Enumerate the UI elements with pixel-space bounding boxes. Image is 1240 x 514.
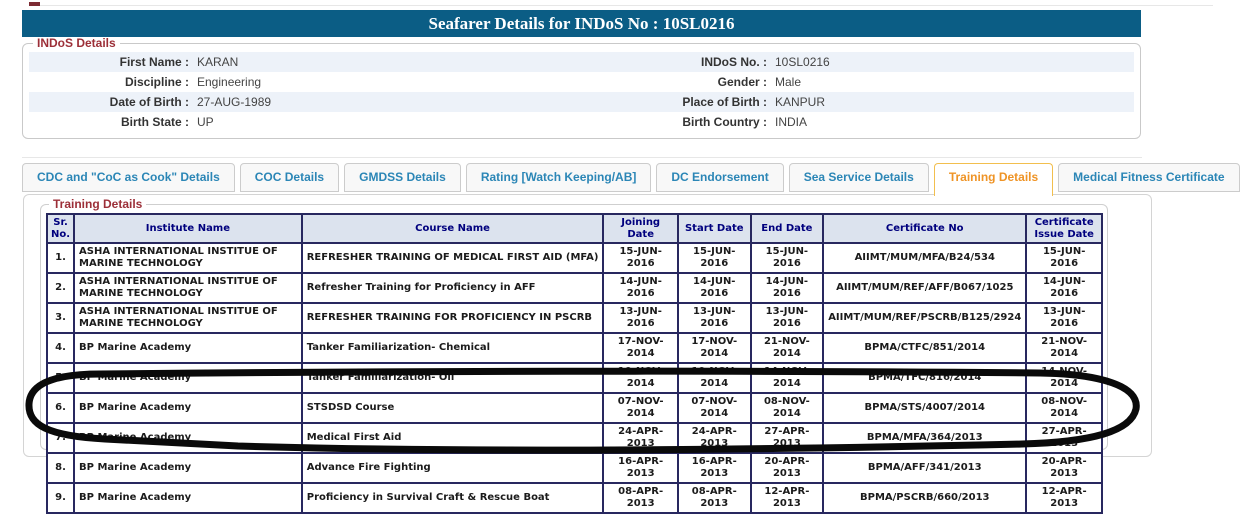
tab-training-details[interactable]: Training Details [934, 163, 1053, 196]
field-value: UP [197, 115, 214, 129]
cell-end-date: 27-APR-2013 [751, 423, 824, 453]
column-header-sr-no: Sr. No. [47, 214, 74, 243]
cell-certificate-no: BPMA/PSCRB/660/2013 [823, 483, 1026, 513]
table-row [47, 243, 1102, 273]
training-details-table [46, 213, 1103, 514]
column-header-certificate-issue-date: Certificate Issue Date [1026, 214, 1102, 243]
info-row [29, 52, 1134, 72]
cell-sr-no: 7. [47, 423, 74, 453]
cell-institute-name: BP Marine Academy [74, 363, 302, 393]
cell-start-date: 14-JUN-2016 [678, 273, 751, 303]
cell-course-name: Advance Fire Fighting [302, 453, 604, 483]
cell-sr-no: 2. [47, 273, 74, 303]
tab-gmdss-details[interactable]: GMDSS Details [344, 163, 461, 192]
cell-institute-name: BP Marine Academy [74, 333, 302, 363]
cell-end-date: 15-JUN-2016 [751, 243, 824, 273]
field-value: Male [775, 75, 802, 89]
cell-start-date: 16-APR-2013 [678, 453, 751, 483]
cell-start-date: 24-APR-2013 [678, 423, 751, 453]
cell-joining-date: 17-NOV-2014 [603, 333, 678, 363]
cell-start-date: 07-NOV-2014 [678, 393, 751, 423]
cell-sr-no: 9. [47, 483, 74, 513]
table-row [47, 423, 1102, 453]
cell-sr-no: 8. [47, 453, 74, 483]
column-header-start-date: Start Date [678, 214, 751, 243]
cell-course-name: Medical First Aid [302, 423, 604, 453]
cell-institute-name: BP Marine Academy [74, 393, 302, 423]
cell-certificate-issue-date: 13-JUN-2016 [1026, 303, 1102, 333]
cell-start-date: 08-APR-2013 [678, 483, 751, 513]
field-label: Date of Birth : [109, 95, 189, 109]
cell-course-name: Refresher Training for Proficiency in AFF [302, 273, 604, 303]
table-row [47, 363, 1102, 393]
cell-joining-date: 08-APR-2013 [603, 483, 678, 513]
cell-start-date: 10-NOV-2014 [678, 363, 751, 393]
field-label: INDoS No. : [701, 55, 767, 69]
column-header-certificate-no: Certificate No [823, 214, 1026, 243]
cell-start-date: 17-NOV-2014 [678, 333, 751, 363]
cell-end-date: 20-APR-2013 [751, 453, 824, 483]
indos-rows [29, 52, 1134, 132]
cell-certificate-issue-date: 15-JUN-2016 [1026, 243, 1102, 273]
field-label: Birth State : [120, 115, 189, 129]
cell-sr-no: 1. [47, 243, 74, 273]
table-body [47, 243, 1102, 513]
table-row [47, 273, 1102, 303]
column-header-end-date: End Date [751, 214, 824, 243]
field-label: Discipline : [124, 75, 189, 89]
cell-end-date: 14-NOV-2014 [751, 363, 824, 393]
info-row [29, 112, 1134, 132]
section-divider [22, 157, 1142, 158]
cell-institute-name: BP Marine Academy [74, 483, 302, 513]
field-label: Gender : [717, 75, 767, 89]
field-label: Birth Country : [682, 115, 767, 129]
cell-certificate-no: BPMA/STS/4007/2014 [823, 393, 1026, 423]
cell-joining-date: 07-NOV-2014 [603, 393, 678, 423]
top-left-red-mark [29, 2, 40, 6]
cell-end-date: 13-JUN-2016 [751, 303, 824, 333]
cell-institute-name: ASHA INTERNATIONAL INSTITUE OF MARINE TECHNOLOGY [74, 303, 302, 333]
training-details-legend: Training Details [53, 197, 143, 211]
cell-joining-date: 16-APR-2013 [603, 453, 678, 483]
column-header-institute-name: Institute Name [74, 214, 302, 243]
info-row [29, 92, 1134, 112]
field-value: INDIA [775, 115, 808, 129]
cell-start-date: 15-JUN-2016 [678, 243, 751, 273]
cell-institute-name: BP Marine Academy [74, 453, 302, 483]
cell-course-name: REFRESHER TRAINING OF MEDICAL FIRST AID (MFA) [302, 243, 604, 273]
tab-coc-details[interactable]: COC Details [240, 163, 339, 192]
cell-course-name: Tanker Familiarization- Chemical [302, 333, 604, 363]
cell-course-name: STSDSD Course [302, 393, 604, 423]
cell-joining-date: 13-JUN-2016 [603, 303, 678, 333]
column-header-course-name: Course Name [302, 214, 604, 243]
indos-details-fieldset [22, 36, 1141, 139]
tab-rating-watch-keeping-ab[interactable]: Rating [Watch Keeping/AB] [466, 163, 652, 192]
field-value: Engineering [197, 75, 262, 89]
table-header-row [47, 214, 1102, 243]
cell-joining-date: 10-NOV-2014 [603, 363, 678, 393]
cell-certificate-issue-date: 20-APR-2013 [1026, 453, 1102, 483]
cell-sr-no: 3. [47, 303, 74, 333]
cell-certificate-issue-date: 12-APR-2013 [1026, 483, 1102, 513]
training-details-fieldset [40, 197, 1108, 509]
table-row [47, 393, 1102, 423]
indos-details-legend: INDoS Details [37, 36, 116, 50]
tab-bar [22, 163, 1240, 196]
table-row [47, 333, 1102, 363]
cell-end-date: 21-NOV-2014 [751, 333, 824, 363]
cell-certificate-issue-date: 14-JUN-2016 [1026, 273, 1102, 303]
cell-certificate-issue-date: 08-NOV-2014 [1026, 393, 1102, 423]
cell-course-name: Proficiency in Survival Craft & Rescue Boat [302, 483, 604, 513]
table-header [47, 214, 1102, 243]
cell-certificate-no: AIIMT/MUM/MFA/B24/534 [823, 243, 1026, 273]
table-row [47, 483, 1102, 513]
cell-end-date: 12-APR-2013 [751, 483, 824, 513]
cell-institute-name: BP Marine Academy [74, 423, 302, 453]
cell-joining-date: 15-JUN-2016 [603, 243, 678, 273]
cell-sr-no: 5. [47, 363, 74, 393]
cell-sr-no: 6. [47, 393, 74, 423]
cell-institute-name: ASHA INTERNATIONAL INSTITUE OF MARINE TECHNOLOGY [74, 243, 302, 273]
field-value: KANPUR [775, 95, 826, 109]
cell-end-date: 14-JUN-2016 [751, 273, 824, 303]
tab-sea-service-details[interactable]: Sea Service Details [789, 163, 929, 192]
field-value: KARAN [197, 55, 239, 69]
field-label: First Name : [119, 55, 189, 69]
cell-institute-name: ASHA INTERNATIONAL INSTITUE OF MARINE TECHNOLOGY [74, 273, 302, 303]
cell-certificate-no: BPMA/CTFC/851/2014 [823, 333, 1026, 363]
cell-certificate-no: BPMA/TFC/816/2014 [823, 363, 1026, 393]
table-row [47, 453, 1102, 483]
cell-certificate-no: AIIMT/MUM/REF/PSCRB/B125/2924 [823, 303, 1026, 333]
top-divider [33, 5, 1213, 6]
column-header-joining-date: Joining Date [603, 214, 678, 243]
cell-certificate-no: BPMA/MFA/364/2013 [823, 423, 1026, 453]
cell-certificate-issue-date: 21-NOV-2014 [1026, 333, 1102, 363]
cell-course-name: REFRESHER TRAINING FOR PROFICIENCY IN PSCRB [302, 303, 604, 333]
cell-joining-date: 24-APR-2013 [603, 423, 678, 453]
cell-certificate-issue-date: 14-NOV-2014 [1026, 363, 1102, 393]
field-value: 10SL0216 [775, 55, 830, 69]
cell-certificate-issue-date: 27-APR-2013 [1026, 423, 1102, 453]
cell-sr-no: 4. [47, 333, 74, 363]
tab-dc-endorsement[interactable]: DC Endorsement [656, 163, 783, 192]
cell-joining-date: 14-JUN-2016 [603, 273, 678, 303]
field-value: 27-AUG-1989 [197, 95, 272, 109]
page-title: Seafarer Details for INDoS No : 10SL0216 [22, 10, 1141, 37]
cell-course-name: Tanker Familiarization- Oil [302, 363, 604, 393]
field-label: Place of Birth : [682, 95, 767, 109]
tab-medical-fitness-certificate[interactable]: Medical Fitness Certificate [1058, 163, 1239, 192]
cell-certificate-no: BPMA/AFF/341/2013 [823, 453, 1026, 483]
table-row [47, 303, 1102, 333]
cell-certificate-no: AIIMT/MUM/REF/AFF/B067/1025 [823, 273, 1026, 303]
info-row [29, 72, 1134, 92]
cell-end-date: 08-NOV-2014 [751, 393, 824, 423]
cell-start-date: 13-JUN-2016 [678, 303, 751, 333]
tab-cdc-and-coc-as-cook-details[interactable]: CDC and "CoC as Cook" Details [22, 163, 235, 192]
